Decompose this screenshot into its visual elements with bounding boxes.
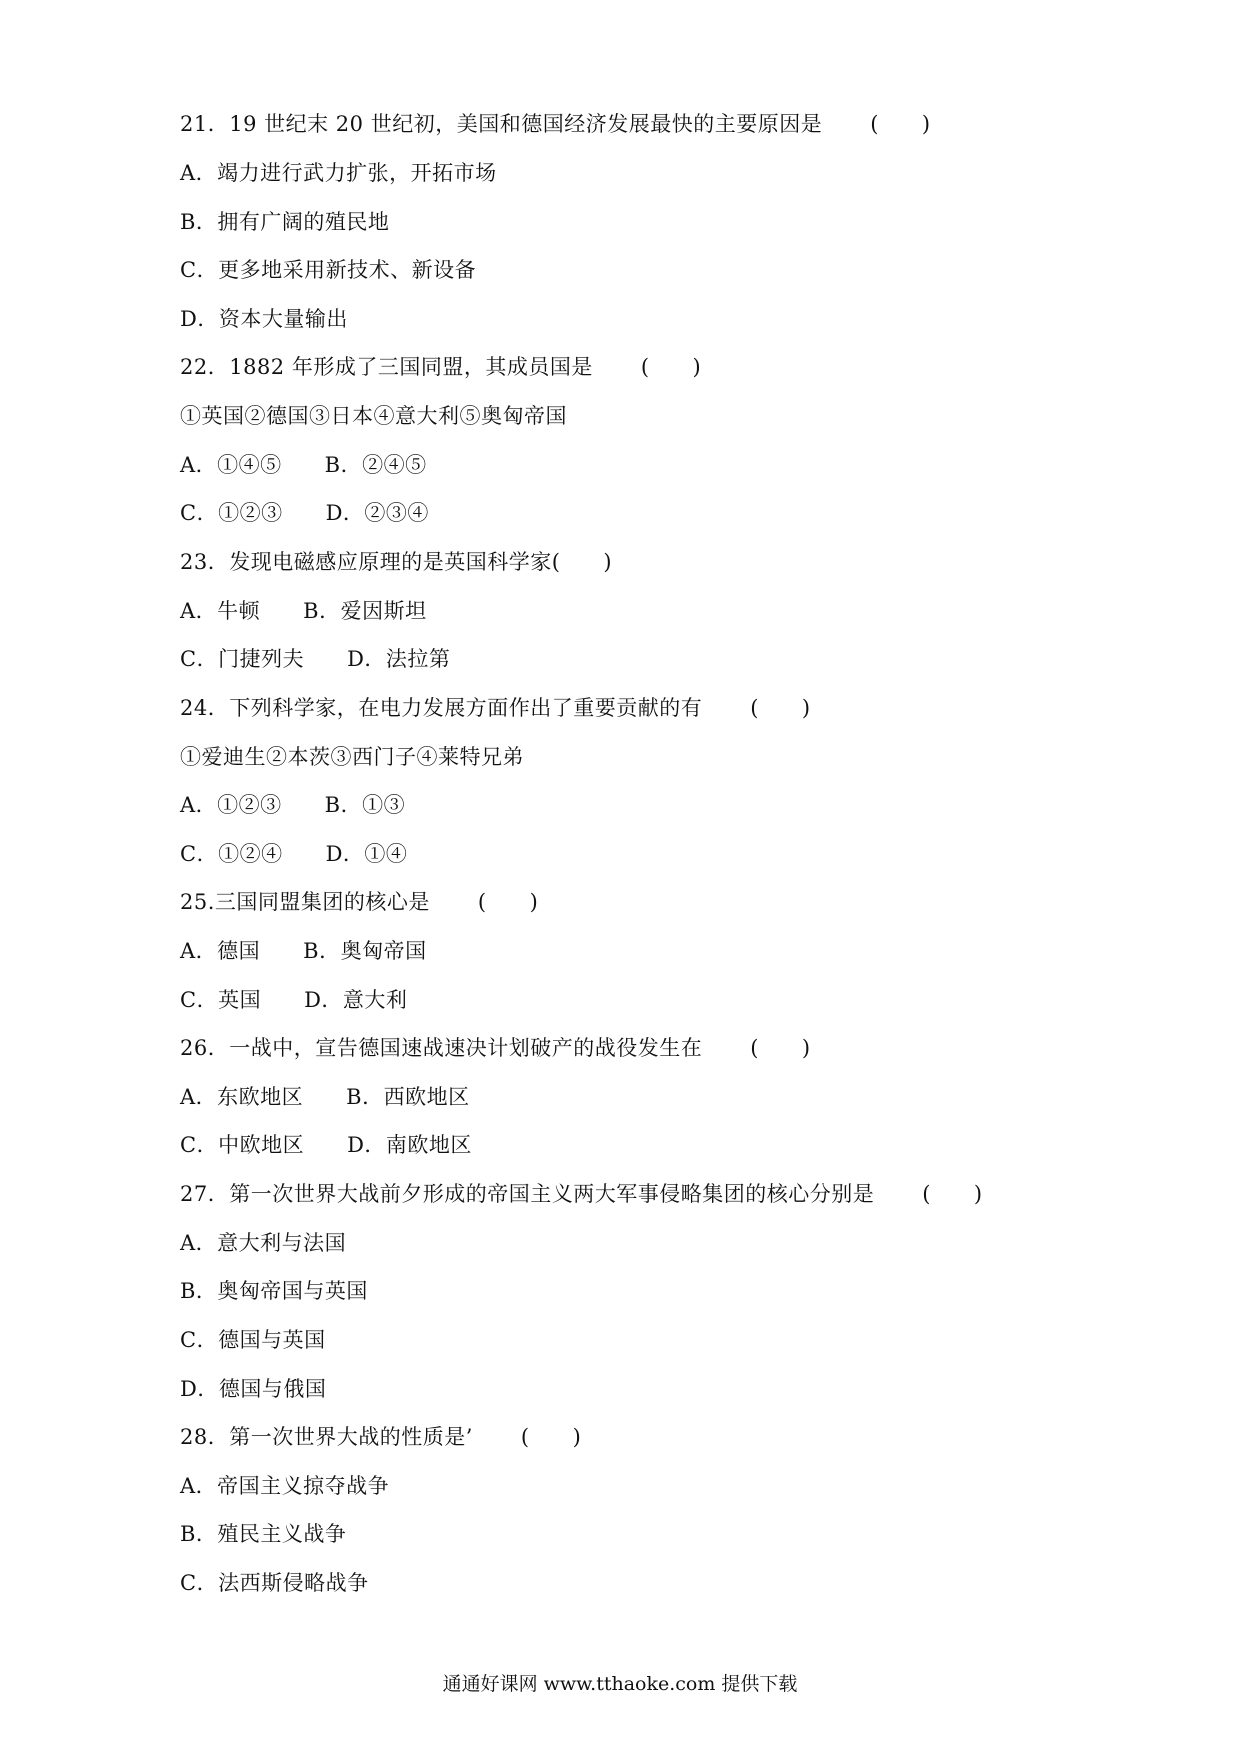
question-22-stem xyxy=(180,354,701,380)
answer-blank: ( ) xyxy=(640,355,702,379)
question-25-text: 25.三国同盟集团的核心是 xyxy=(180,890,430,914)
question-24-text: 24．下列科学家，在电力发展方面作出了重要贡献的有 xyxy=(180,696,703,720)
question-28-text: 28．第一次世界大战的性质是’ xyxy=(180,1425,473,1449)
question-27-option-d: D．德国与俄国 xyxy=(180,1377,327,1401)
question-24-stem xyxy=(180,695,811,721)
question-26-stem xyxy=(180,1035,811,1061)
question-28-option-a: A．帝国主义掠夺战争 xyxy=(180,1474,390,1498)
question-24-items: ①爱迪生②本茨③西门子④莱特兄弟 xyxy=(180,745,524,769)
question-22-options-ab: A．①④⑤ B．②④⑤ xyxy=(180,453,427,477)
question-27-option-b: B．奥匈帝国与英国 xyxy=(180,1279,368,1303)
question-25-stem xyxy=(180,889,538,915)
answer-blank: ( ) xyxy=(922,1182,983,1206)
question-21-option-b: B．拥有广阔的殖民地 xyxy=(180,210,390,234)
question-23-options-ab: A．牛顿 B．爱因斯坦 xyxy=(180,599,427,623)
question-21-option-a: A．竭力进行武力扩张，开拓市场 xyxy=(180,161,497,185)
question-28-option-b: B．殖民主义战争 xyxy=(180,1522,347,1546)
answer-blank: ( ) xyxy=(520,1425,582,1449)
page-footer: 通通好课网 www.tthaoke.com 提供下载 xyxy=(442,1673,798,1695)
question-22-options-cd: C．①②③ D．②③④ xyxy=(180,501,429,525)
question-24-options-cd: C．①②④ D．①④ xyxy=(180,842,408,866)
question-23-options-cd: C．门捷列夫 D．法拉第 xyxy=(180,647,451,671)
question-27-stem xyxy=(180,1181,983,1207)
question-28-option-c: C．法西斯侵略战争 xyxy=(180,1571,369,1595)
answer-blank: ( ) xyxy=(870,112,931,136)
question-21-option-c: C．更多地采用新技术、新设备 xyxy=(180,258,477,282)
question-27-option-a: A．意大利与法国 xyxy=(180,1231,347,1255)
question-21-text: 21．19 世纪末 20 世纪初，美国和德国经济发展最快的主要原因是 xyxy=(180,112,823,136)
question-22-items: ①英国②德国③日本④意大利⑤奥匈帝国 xyxy=(180,404,567,428)
answer-blank: ( ) xyxy=(477,890,539,914)
question-21-option-d: D．资本大量输出 xyxy=(180,307,348,331)
question-26-text: 26．一战中，宣告德国速战速决计划破产的战役发生在 xyxy=(180,1036,703,1060)
question-23-stem: 23．发现电磁感应原理的是英国科学家( ) xyxy=(180,550,613,574)
question-26-options-cd: C．中欧地区 D．南欧地区 xyxy=(180,1133,472,1157)
question-26-options-ab: A．东欧地区 B．西欧地区 xyxy=(180,1085,470,1109)
answer-blank: ( ) xyxy=(750,696,811,720)
question-22-text: 22．1882 年形成了三国同盟，其成员国是 xyxy=(180,355,593,379)
answer-blank: ( ) xyxy=(750,1036,811,1060)
question-28-stem xyxy=(180,1424,581,1450)
question-27-text: 27．第一次世界大战前夕形成的帝国主义两大军事侵略集团的核心分别是 xyxy=(180,1182,875,1206)
question-25-options-cd: C．英国 D．意大利 xyxy=(180,988,408,1012)
question-24-options-ab: A．①②③ B．①③ xyxy=(180,793,406,817)
question-25-options-ab: A．德国 B．奥匈帝国 xyxy=(180,939,427,963)
question-27-option-c: C．德国与英国 xyxy=(180,1328,326,1352)
question-21-stem xyxy=(180,111,931,137)
